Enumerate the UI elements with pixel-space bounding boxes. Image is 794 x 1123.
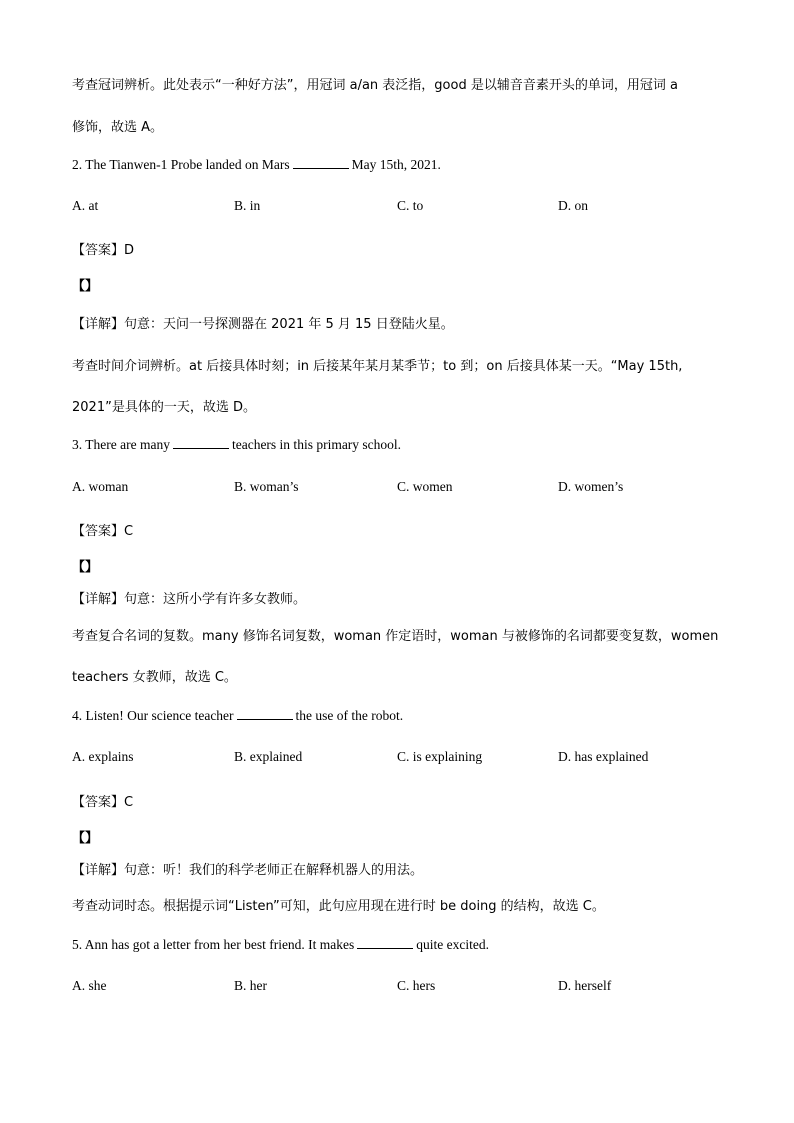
detail-tag: 【详解】 [72, 317, 125, 332]
answer-tag: 【答案】 [72, 243, 125, 258]
question-3-blank [173, 437, 229, 449]
answer-value: D [124, 243, 135, 258]
question-3-option-c: C. women [397, 479, 453, 494]
question-5-blank [357, 937, 413, 949]
question-2-option-c: C. to [397, 198, 424, 213]
question-2-option-b: B. in [234, 198, 261, 213]
question-2-stem-before: 2. The Tianwen-1 Probe landed on Mars [72, 157, 290, 172]
detail-tag: 【详解】 [72, 592, 125, 607]
question-4-answer [72, 791, 133, 810]
question-3-empty-tag: 【】 [72, 560, 99, 575]
question-2-explanation-line1: 考查时间介词辨析。at 后接具体时刻；in 后接某年某月某季节；to 到；on 后接具体某一天。“May 15th, [72, 359, 683, 374]
question-3-stem [72, 437, 401, 453]
question-3-stem-before: 3. There are many [72, 437, 170, 452]
intro-explanation-line1: 考查冠词辨析。此处表示“一种好方法”，用冠词 a/an 表泛指，good 是以辅音音素开头的单词，用冠词 a [72, 78, 678, 93]
question-4-option-a: A. explains [72, 749, 134, 764]
answer-value: C [124, 524, 134, 539]
intro-explanation-line2: 修饰，故选 A。 [72, 120, 164, 135]
question-5-option-a: A. she [72, 978, 107, 993]
question-5-option-c: C. hers [397, 978, 436, 993]
question-4-stem-after: the use of the robot. [295, 708, 404, 723]
question-3-explanation-line1: 考查复合名词的复数。many 修饰名词复数，woman 作定语时，woman 与被修饰的名词都要变复数，women [72, 629, 719, 644]
detail-text: 句意：这所小学有许多女教师。 [124, 592, 307, 607]
question-5-option-b: B. her [234, 978, 267, 993]
question-3-stem-after: teachers in this primary school. [231, 437, 402, 452]
question-4-stem-before: 4. Listen! Our science teacher [72, 708, 234, 723]
detail-text: 句意：听！我们的科学老师正在解释机器人的用法。 [124, 863, 424, 878]
answer-tag: 【答案】 [72, 524, 125, 539]
question-5-option-d: D. herself [558, 978, 612, 993]
question-5-stem-before: 5. Ann has got a letter from her best friend. It makes [72, 937, 355, 952]
question-2-answer [72, 239, 134, 258]
answer-tag: 【答案】 [72, 795, 125, 810]
question-3-explanation-line2: teachers 女教师，故选 C。 [72, 670, 237, 685]
question-2-option-a: A. at [72, 198, 99, 213]
question-3-answer [72, 520, 133, 539]
question-3-option-a: A. woman [72, 479, 129, 494]
question-2-option-d: D. on [558, 198, 588, 213]
question-4-detail [72, 859, 423, 878]
question-2-empty-tag: 【】 [72, 279, 99, 294]
question-3-detail [72, 588, 306, 607]
question-5-stem [72, 937, 489, 953]
question-5-stem-after: quite excited. [416, 937, 490, 952]
question-4-blank [237, 708, 293, 720]
question-4-option-d: D. has explained [558, 749, 649, 764]
answer-value: C [124, 795, 134, 810]
question-4-option-b: B. explained [234, 749, 303, 764]
question-3-option-b: B. woman’s [234, 479, 299, 494]
question-2-blank [293, 157, 349, 169]
detail-text: 句意：天问一号探测器在 2021 年 5 月 15 日登陆火星。 [124, 317, 454, 332]
question-4-empty-tag: 【】 [72, 831, 99, 846]
question-2-stem [72, 157, 441, 173]
question-2-stem-after: May 15th, 2021. [351, 157, 441, 172]
question-4-explanation-line1: 考查动词时态。根据提示词“Listen”可知，此句应用现在进行时 be doing 的结构，故选 C。 [72, 899, 605, 914]
question-2-explanation-line2: 2021”是具体的一天，故选 D。 [72, 400, 256, 415]
question-4-option-c: C. is explaining [397, 749, 483, 764]
question-2-detail [72, 313, 454, 332]
question-4-stem [72, 708, 403, 724]
detail-tag: 【详解】 [72, 863, 125, 878]
question-3-option-d: D. women’s [558, 479, 624, 494]
